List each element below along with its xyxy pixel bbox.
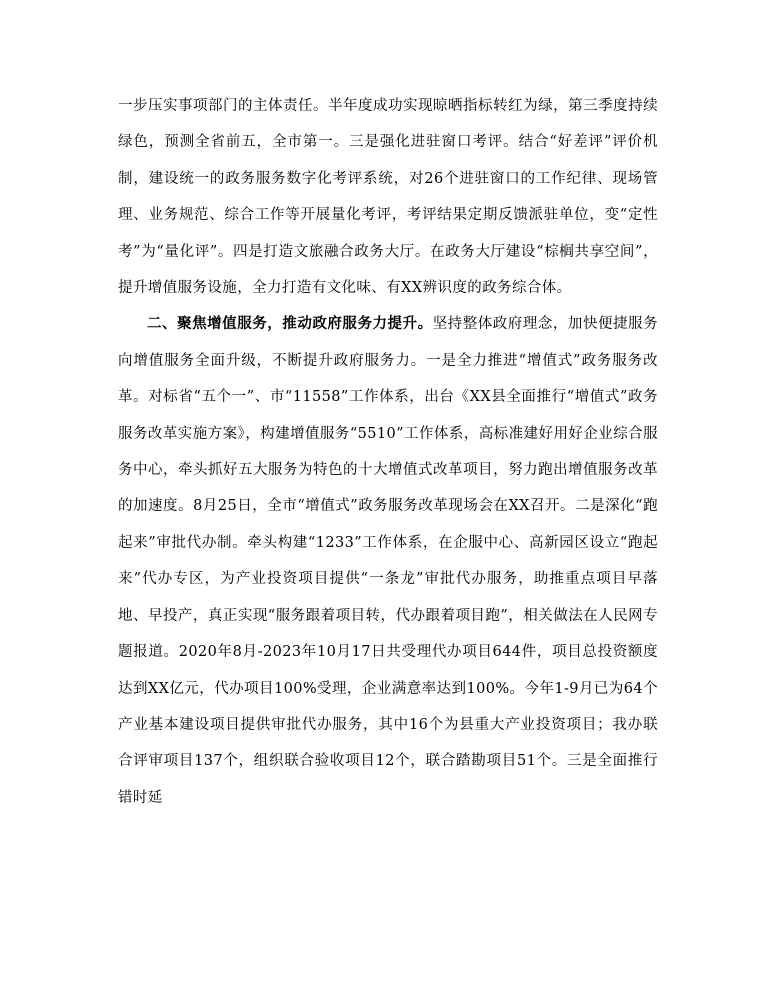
section-two-body: 坚持整体政府理念，加快便捷服务向增值服务全面升级，不断提升政府服务力。一是全力推进“增值式”政务服务改革。对标省“五个一”、市“11558”工作体系，出台《XX县全面推行“增值式”政务服务改革实施方案》，构建增值服务“5510”工作体系，高标准建好用好企业综合服务中心，牵头抓好五大服务为特色的十大增值式改革项目，努力跑出增值服务改革的加速度。8月25日，全市“增值式”政务服务改革现场会在XX召开。二是深化“跑起来”审批代办制。牵头构建“1233”工作体系，在企服中心、高新园区设立“跑起来”代办专区，为产业投资项目提供“一条龙”审批代办服务，助推重点项目早落地、早投产，真正实现“服务跟着项目转，代办跟着项目跑”，相关做法在人民网专题报道。2020年8月-2023年10月17日共受理代办项目644件，项目总投资额度达到XX亿元，代办项目100%受理，企业满意率达到100%。今年1-9月已为64个产业基本建设项目提供审批代办服务，其中16个为县重大产业投资项目；我办联合评审项目137个，组织联合验收项目12个，联合踏勘项目51个。三是全面推行错时延 [118, 316, 659, 806]
paragraph-section-two [118, 306, 658, 816]
document-page [118, 88, 658, 816]
paragraph-continuation: 一步压实事项部门的主体责任。半年度成功实现晾晒指标转红为绿，第三季度持续绿色，预测全省前五，全市第一。三是强化进驻窗口考评。结合“好差评”评价机制，建设统一的政务服务数字化考评系统，对26个进驻窗口的工作纪律、现场管理、业务规范、综合工作等开展量化考评，考评结果定期反馈派驻单位，变“定性考”为“量化评”。四是打造文旅融合政务大厅。在政务大厅建设“棕榈共享空间”，提升增值服务设施，全力打造有文化味、有XX辨识度的政务综合体。 [118, 98, 658, 297]
section-two-heading: 二、聚焦增值服务，推动政府服务力提升。 [147, 315, 433, 333]
